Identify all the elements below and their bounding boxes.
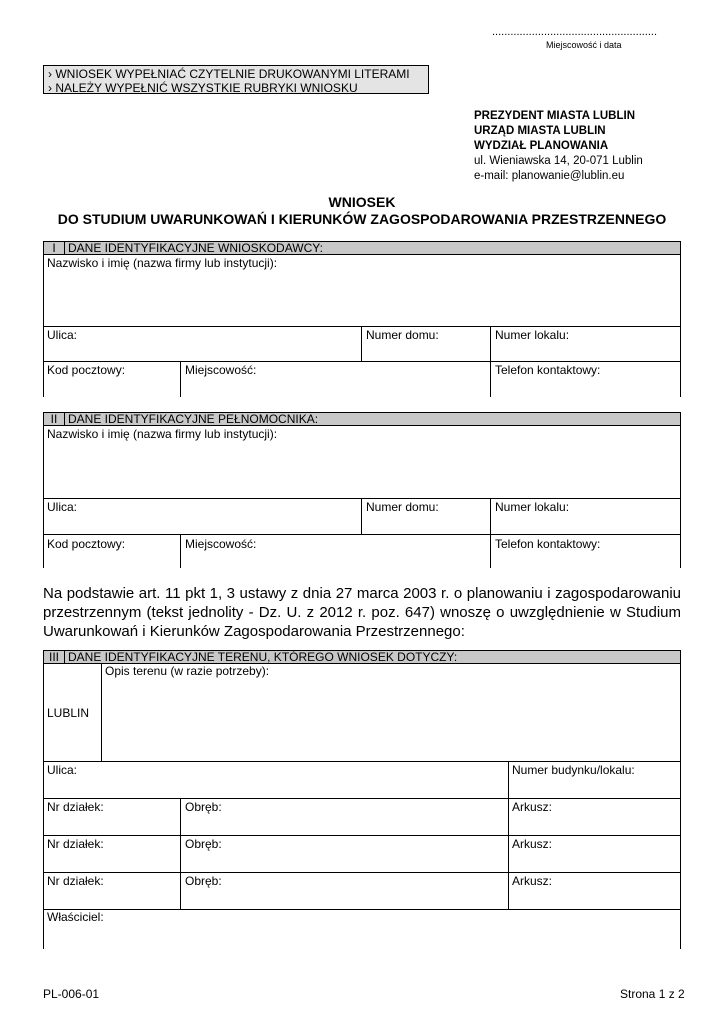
proxy-house-label: Numer domu:	[366, 500, 439, 514]
divider	[43, 498, 681, 499]
section-2-title: DANE IDENTYFIKACYJNE PEŁNOMOCNIKA:	[68, 412, 319, 426]
form-code: PL-006-01	[43, 987, 100, 1001]
divider	[43, 909, 681, 910]
section-3-number: III	[44, 651, 65, 663]
divider	[508, 798, 509, 835]
divider	[490, 326, 491, 361]
divider	[180, 798, 181, 835]
divider	[180, 835, 181, 872]
document-subtitle: DO STUDIUM UWARUNKOWAŃ I KIERUNKÓW ZAGOSPODAROWANIA PRZESTRZENNEGO	[57, 211, 667, 227]
divider	[508, 835, 509, 872]
page-number: Strona 1 z 2	[620, 987, 685, 1001]
sheet-label: Arkusz:	[512, 837, 553, 851]
section-1-title: DANE IDENTYFIKACYJNE WNIOSKODAWCY:	[68, 241, 323, 255]
proxy-postal-label: Kod pocztowy:	[47, 537, 126, 551]
precinct-label: Obręb:	[185, 837, 222, 851]
addressee-line-2: URZĄD MIASTA LUBLIN	[474, 125, 606, 137]
divider	[490, 534, 491, 568]
area-description-label: Opis terenu (w razie potrzeby):	[105, 664, 270, 678]
instruction-notice	[43, 65, 429, 94]
section-1-header	[43, 241, 681, 255]
precinct-label: Obręb:	[185, 800, 222, 814]
addressee-line-1: PREZYDENT MIASTA LUBLIN	[474, 110, 635, 122]
sheet-label: Arkusz:	[512, 800, 553, 814]
notice-line-2: › NALEŻY WYPEŁNIĆ WSZYSTKIE RUBRYKI WNIOSKU	[48, 81, 358, 95]
section-2-header	[43, 412, 681, 426]
applicant-phone-label: Telefon kontaktowy:	[495, 363, 601, 377]
addressee-block	[474, 109, 643, 184]
divider	[180, 872, 181, 909]
divider	[43, 798, 681, 799]
proxy-phone-label: Telefon kontaktowy:	[495, 537, 601, 551]
divider	[43, 872, 681, 873]
applicant-house-label: Numer domu:	[366, 328, 439, 342]
parcel-number-label: Nr działek:	[47, 837, 104, 851]
applicant-name-label: Nazwisko i imię (nazwa firmy lub instytucji):	[47, 256, 278, 270]
divider	[43, 761, 681, 762]
divider	[43, 326, 681, 327]
addressee-address: ul. Wieniawska 14, 20-071 Lublin	[474, 155, 643, 167]
area-description-field[interactable]	[102, 664, 680, 760]
proxy-street-label: Ulica:	[47, 500, 78, 514]
divider	[43, 534, 681, 535]
divider	[490, 361, 491, 397]
place-date-line[interactable]: ......................................................	[492, 26, 658, 38]
divider	[43, 361, 681, 362]
proxy-city-label: Miejscowość:	[185, 537, 257, 551]
addressee-email: e-mail: planowanie@lublin.eu	[474, 170, 625, 182]
divider	[508, 761, 509, 798]
applicant-street-label: Ulica:	[47, 328, 78, 342]
proxy-name-label: Nazwisko i imię (nazwa firmy lub instytucji):	[47, 427, 278, 441]
divider	[508, 872, 509, 909]
section-1-number: I	[44, 242, 65, 254]
divider	[490, 498, 491, 534]
divider	[361, 326, 362, 361]
addressee-line-3: WYDZIAŁ PLANOWANIA	[474, 140, 609, 152]
proxy-unit-label: Numer lokalu:	[495, 500, 570, 514]
area-building-label: Numer budynku/lokalu:	[512, 763, 635, 777]
sheet-label: Arkusz:	[512, 874, 553, 888]
parcel-number-label: Nr działek:	[47, 874, 104, 888]
divider	[180, 534, 181, 568]
section-3-header	[43, 650, 681, 664]
applicant-city-label: Miejscowość:	[185, 363, 257, 377]
area-street-label: Ulica:	[47, 763, 78, 777]
section-3-title: DANE IDENTYFIKACYJNE TERENU, KTÓREGO WNIOSEK DOTYCZY:	[68, 650, 458, 664]
notice-line-1: › WNIOSEK WYPEŁNIAĆ CZYTELNIE DRUKOWANYMI LITERAMI	[48, 67, 410, 81]
applicant-unit-label: Numer lokalu:	[495, 328, 570, 342]
parcel-number-label: Nr działek:	[47, 800, 104, 814]
document-title: WNIOSEK	[328, 194, 396, 210]
owner-label: Właściciel:	[47, 910, 104, 924]
place-date-caption: Miejscowość i data	[546, 40, 622, 50]
section-2-number: II	[44, 413, 65, 425]
divider	[180, 361, 181, 397]
area-city: LUBLIN	[47, 706, 90, 720]
applicant-postal-label: Kod pocztowy:	[47, 363, 126, 377]
legal-basis-paragraph: Na podstawie art. 11 pkt 1, 3 ustawy z dnia 27 marca 2003 r. o planowaniu i zagospodarowaniu przestrzennym (tekst jednolity - Dz. U. z 2012 r. poz. 647) wnoszę o uwzględnienie w Studium Uwarunkowań i Kierunków Zagospodarowania Przestrzennego:	[43, 585, 681, 640]
precinct-label: Obręb:	[185, 874, 222, 888]
divider	[361, 498, 362, 534]
divider	[43, 835, 681, 836]
